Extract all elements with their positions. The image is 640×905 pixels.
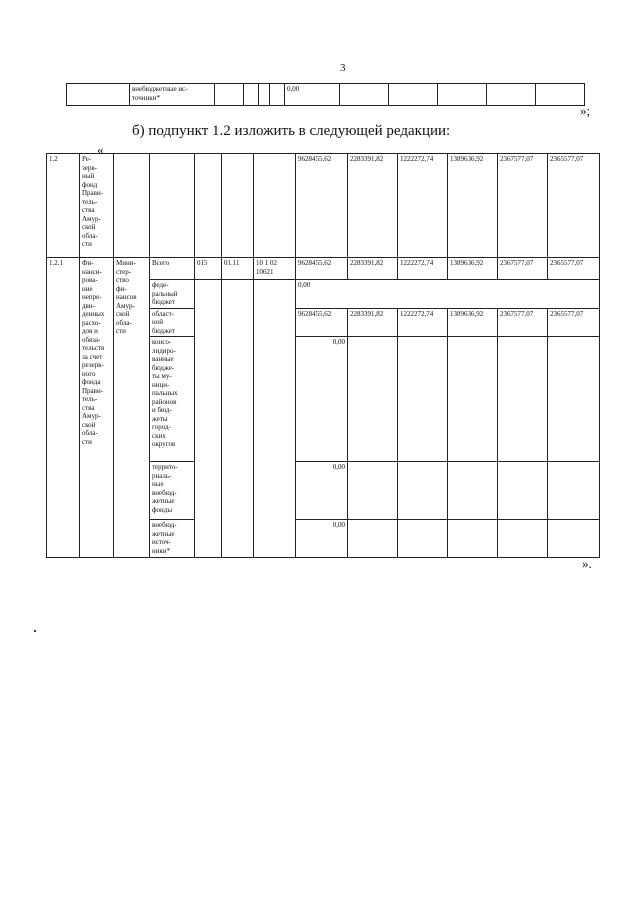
table-cell [548, 337, 600, 462]
source-label: Всего [150, 258, 195, 280]
value-cell: 2367577,07 [498, 258, 548, 280]
table-cell [548, 462, 600, 520]
value-cell: 1222272,74 [398, 258, 448, 280]
table-cell [150, 154, 195, 258]
table-cell [448, 337, 498, 462]
table-cell [222, 154, 254, 258]
value-cell: 2283391,82 [348, 308, 398, 337]
table-cell [487, 84, 536, 106]
table-cell [348, 520, 398, 558]
value-cell: 2365577,07 [548, 154, 600, 258]
table-cell [259, 84, 270, 106]
table-cell [348, 337, 398, 462]
table-cell [254, 280, 296, 558]
value-cell: 0,00 [296, 520, 348, 558]
table-cell [195, 280, 222, 558]
table-cell [398, 520, 448, 558]
table-cell [498, 520, 548, 558]
table-cell [498, 462, 548, 520]
table-cell [448, 520, 498, 558]
opening-quote: « [97, 142, 104, 157]
source-label: внебюд- жетные источ- ники* [150, 520, 195, 558]
table-cell [398, 337, 448, 462]
table-cell [67, 84, 130, 106]
value-cell: 0,00 [285, 84, 340, 106]
value-cell: 0,00 [296, 337, 348, 462]
table-cell [215, 84, 244, 106]
value-cell: 0,00 [296, 462, 348, 520]
table-cell [222, 280, 254, 558]
table-row [47, 258, 600, 280]
table-cell [536, 84, 585, 106]
scan-dot [34, 630, 36, 632]
target-code: 10 1 02 10621 [254, 258, 296, 280]
row-number: 1.2 [47, 154, 80, 258]
table-cell [389, 84, 438, 106]
row-number: 1.2.1 [47, 258, 80, 558]
value-cell: 2283391,82 [348, 154, 398, 258]
source-label: област- ной бюджет [150, 308, 195, 337]
table-cell [270, 84, 285, 106]
value-cell: 2365577,07 [548, 308, 600, 337]
page-number: 3 [340, 62, 346, 74]
source-label: внебюджетные ис- точники* [130, 84, 215, 106]
value-cell: 1222272,74 [398, 308, 448, 337]
row-name: Фи- нанси- рова- ние непре- дви- денных расхо- дов и обяза- тельств за счет резерв- ного фонда Прави- тель- ства Амур- ской обла- сти [80, 258, 114, 558]
source-label: террито- риаль- ные внебюд- жетные фонды [150, 462, 195, 520]
table-cell [398, 462, 448, 520]
grbs-code: 015 [195, 258, 222, 280]
row-name: Ре- зерв- ный фонд Прави- тель- ства Амур- ской обла- сти [80, 154, 114, 258]
table-cell [254, 154, 296, 258]
budget-table [46, 153, 600, 558]
top-continuation-table [66, 83, 585, 106]
executor-name: Мини- стер- ство фи- нансов Амур- ской обла- сти [114, 258, 150, 558]
value-cell: 1222272,74 [398, 154, 448, 258]
table-cell [438, 84, 487, 106]
table-cell [340, 84, 389, 106]
table-cell [498, 337, 548, 462]
value-cell: 1389636,92 [448, 308, 498, 337]
source-label: консо- лидиро- ванные бюдже- ты му- ници- пальных районов и бюд- жеты город- ских округов [150, 337, 195, 462]
section-heading: б) подпункт 1.2 изложить в следующей редакции: [132, 123, 451, 139]
value-cell: 9628455,62 [296, 154, 348, 258]
table-cell [244, 84, 259, 106]
section-code: 01.11 [222, 258, 254, 280]
closing-quote-bottom: ». [582, 556, 592, 571]
value-cell: 1389636,92 [448, 258, 498, 280]
value-cell: 9628455,62 [296, 308, 348, 337]
table-cell [448, 462, 498, 520]
value-cell: 2283391,82 [348, 258, 398, 280]
source-label: феде- ральный бюджет [150, 280, 195, 309]
value-cell: 2367577,07 [498, 308, 548, 337]
table-cell [548, 520, 600, 558]
table-cell [195, 154, 222, 258]
table-cell [114, 154, 150, 258]
value-cell: 1389636,92 [448, 154, 498, 258]
table-cell [348, 462, 398, 520]
value-cell: 2367577,07 [498, 154, 548, 258]
value-cell: 2365577,07 [548, 258, 600, 280]
value-cell: 9628455,62 [296, 258, 348, 280]
closing-quote-top: »; [580, 103, 591, 118]
table-row [47, 154, 600, 258]
value-cell: 0,00 [296, 280, 600, 309]
